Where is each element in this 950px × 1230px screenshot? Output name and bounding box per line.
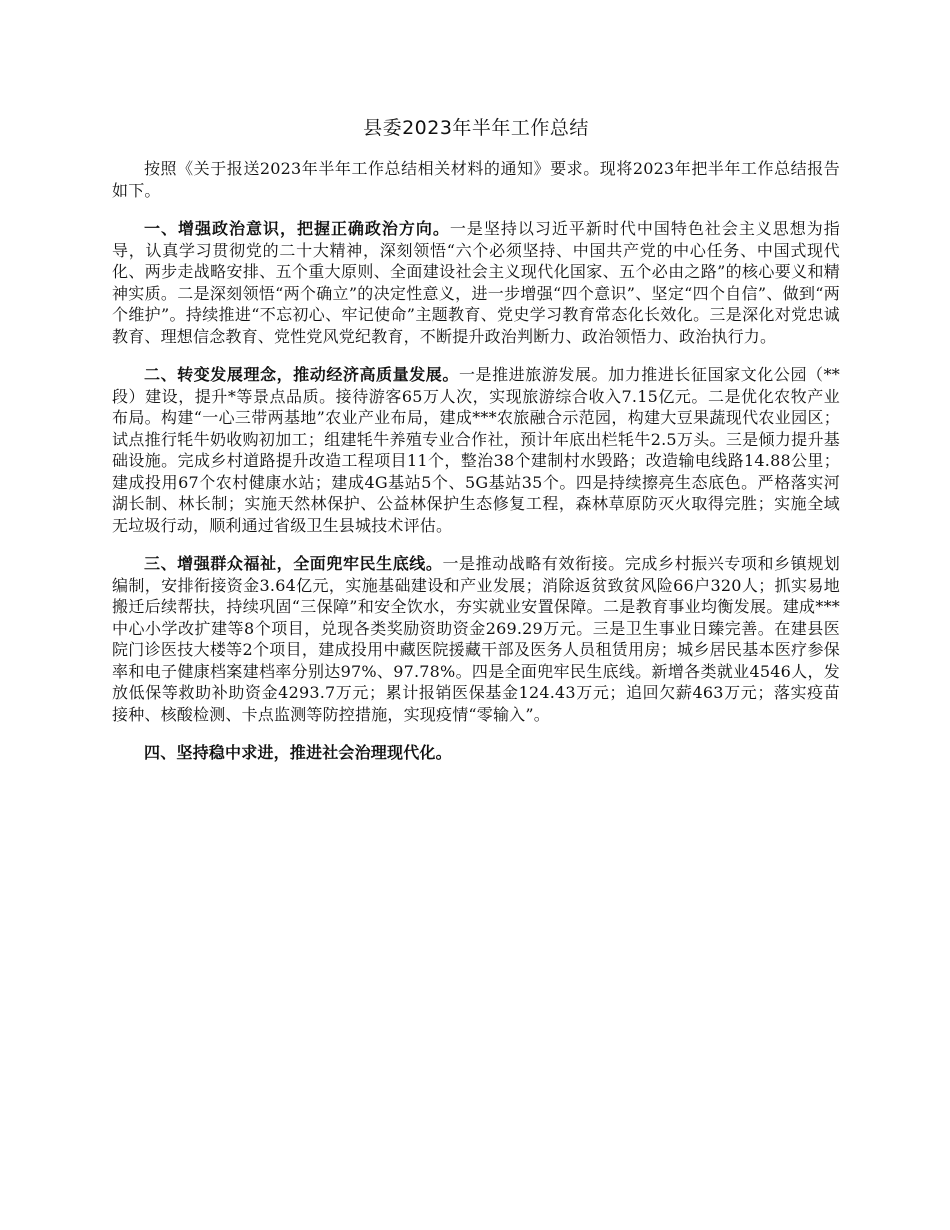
document-page — [112, 110, 840, 781]
section-paragraph-1 — [112, 218, 840, 347]
section-paragraph-2 — [112, 364, 840, 536]
section-heading-1: 一、增强政治意识，把握正确政治方向。 — [144, 219, 450, 238]
section-heading-3: 三、增强群众福祉，全面兜牢民生底线。 — [144, 554, 443, 573]
section-paragraph-4 — [112, 742, 840, 764]
section-heading-2: 二、转变发展理念，推动经济高质量发展。 — [144, 365, 459, 384]
section-heading-4: 四、坚持稳中求进，推进社会治理现代化。 — [144, 743, 452, 762]
section-body-3: 一是推动战略有效衔接。完成乡村振兴专项和乡镇规划编制，安排衔接资金3.64亿元，实施基础建设和产业发展；消除返贫致贫风险66户320人；抓实易地搬迁后续帮扶，持续巩固“三保障”和安全饮水，夯实就业安置保障。二是教育事业均衡发展。建成***中心小学改扩建等8个项目，兑现各类奖励资助资金269.29万元。三是卫生事业日臻完善。在建县医院门诊医技大楼等2个项目，建成投用中藏医院援藏干部及医务人员租赁用房；城乡居民基本医疗参保率和电子健康档案建档率分别达97%、97.78%。四是全面兜牢民生底线。新增各类就业4546人，发放低保等救助补助资金4293.7万元；累计报销医保基金124.43万元；追回欠薪463万元；落实疫苗接种、核酸检测、卡点监测等防控措施，实现疫情“零输入”。 — [112, 554, 840, 724]
section-paragraph-3 — [112, 553, 840, 725]
document-title: 县委2023年半年工作总结 — [363, 117, 589, 139]
section-body-1: 一是坚持以习近平新时代中国特色社会主义思想为指导，认真学习贯彻党的二十大精神，深刻领悟“六个必须坚持、中国共产党的中心任务、中国式现代化、两步走战略安排、五个重大原则、全面建设社会主义现代化国家、五个必由之路”的核心要义和精神实质。二是深刻领悟“两个确立”的决定性意义，进一步增强“四个意识”、坚定“四个自信”、做到“两个维护”。持续推进“不忘初心、牢记使命”主题教育、党史学习教育常态化长效化。三是深化对党忠诚教育、理想信念教育、党性党风党纪教育，不断提升政治判断力、政治领悟力、政治执行力。 — [112, 219, 840, 346]
intro-paragraph: 按照《关于报送2023年半年工作总结相关材料的通知》要求。现将2023年把半年工作总结报告如下。 — [112, 159, 840, 200]
section-body-2: 一是推进旅游发展。加力推进长征国家文化公园（**段）建设，提升*等景点品质。接待游客65万人次，实现旅游综合收入7.15亿元。二是优化农牧产业布局。构建“一心三带两基地”农业产业布局，建成***农旅融合示范园，构建大豆果蔬现代农业园区；试点推行牦牛奶收购初加工；组建牦牛养殖专业合作社，预计年底出栏牦牛2.5万头。三是倾力提升基础设施。完成乡村道路提升改造工程项目11个，整治38个建制村水毁路；改造输电线路14.88公里；建成投用67个农村健康水站；建成4G基站5个、5G基站35个。四是持续擦亮生态底色。严格落实河湖长制、林长制；实施天然林保护、公益林保护生态修复工程，森林草原防灭火取得完胜；实施全域无垃圾行动，顺利通过省级卫生县城技术评估。 — [112, 365, 840, 535]
